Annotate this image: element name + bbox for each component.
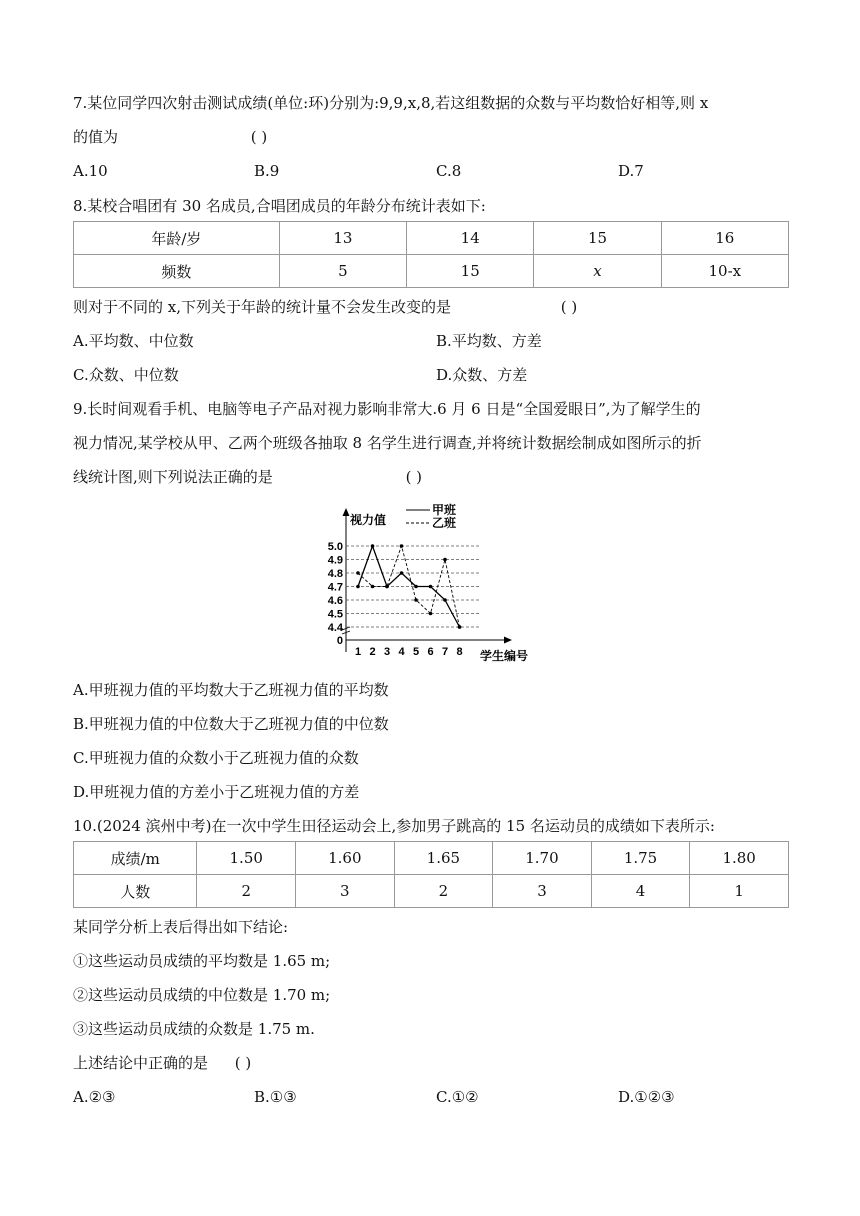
table-cell: 1.50 — [197, 842, 296, 875]
q8-answer-paren: ( ) — [560, 298, 578, 316]
q9-option-c: C.甲班视力值的众数小于乙班视力值的众数 — [73, 749, 359, 767]
x-tick-label: 7 — [441, 646, 449, 658]
legend-label-series-2: 乙班 — [432, 516, 457, 530]
vision-line-chart — [320, 500, 540, 665]
table-cell: 14 — [407, 222, 534, 255]
table-cell: 1.70 — [493, 842, 592, 875]
q10-option-b: B.①③ — [254, 1088, 297, 1106]
data-point — [400, 571, 404, 575]
data-point — [414, 585, 418, 589]
table-row — [74, 255, 789, 288]
y-tick-label: 4.5 — [327, 608, 343, 621]
q8-age-table — [73, 221, 789, 288]
data-point — [371, 585, 375, 589]
y-tick-label: 5.0 — [327, 541, 343, 553]
table-row — [74, 875, 789, 908]
data-point — [356, 571, 360, 575]
legend-label-series-1: 甲班 — [432, 503, 457, 517]
q9-option-a: A.甲班视力值的平均数大于乙班视力值的平均数 — [73, 681, 389, 699]
q8-question-line — [73, 297, 577, 317]
y-tick-label: 4.4 — [327, 622, 343, 634]
table-cell: 人数 — [74, 875, 197, 908]
q7-option-c: C.8 — [436, 162, 462, 180]
q10-answer-paren: ( ) — [234, 1054, 252, 1072]
x-tick-label: 3 — [383, 646, 391, 658]
table-row — [74, 222, 789, 255]
table-cell: 3 — [296, 875, 395, 908]
q7-option-d: D.7 — [618, 162, 644, 180]
q7-stem-text: 的值为 — [73, 128, 119, 146]
table-cell: 2 — [197, 875, 296, 908]
data-point — [443, 558, 447, 562]
q7-stem-line1: 7.某位同学四次射击测试成绩(单位:环)分别为:9,9,x,8,若这组数据的众数与平均数恰好相等,则 x — [73, 94, 709, 112]
q10-question: 上述结论中正确的是 — [73, 1054, 209, 1072]
table-cell: 1.75 — [591, 842, 690, 875]
q8-question: 则对于不同的 x,下列关于年龄的统计量不会发生改变的是 — [73, 298, 451, 316]
x-tick-label: 5 — [412, 646, 420, 658]
data-point — [458, 625, 462, 629]
q9-stem-line3 — [73, 467, 422, 487]
y-tick-label: 4.6 — [327, 595, 343, 607]
q10-option-d: D.①②③ — [618, 1088, 675, 1106]
q8-stem: 8.某校合唱团有 30 名成员,合唱团成员的年龄分布统计表如下: — [73, 197, 486, 215]
x-tick-label: 1 — [354, 646, 362, 658]
x-axis-title: 学生编号 — [480, 649, 529, 663]
table-cell: 成绩/m — [74, 842, 197, 875]
table-cell: 15 — [407, 255, 534, 288]
y-tick-label: 0 — [336, 635, 343, 647]
data-point — [414, 598, 418, 602]
table-cell: 3 — [493, 875, 592, 908]
q7-option-a: A.10 — [73, 162, 108, 180]
y-tick-label: 4.9 — [327, 554, 343, 567]
data-point — [356, 585, 360, 589]
data-point — [400, 544, 404, 548]
table-cell: 5 — [279, 255, 406, 288]
q9-option-b: B.甲班视力值的中位数大于乙班视力值的中位数 — [73, 715, 389, 733]
q10-conclusion-1: ①这些运动员成绩的平均数是 1.65 m; — [73, 952, 331, 970]
q10-intro: 某同学分析上表后得出如下结论: — [73, 918, 289, 936]
data-point — [385, 585, 389, 589]
table-cell: 16 — [661, 222, 788, 255]
data-point — [443, 598, 447, 602]
table-cell: 1.60 — [296, 842, 395, 875]
x-tick-label: 4 — [398, 646, 405, 658]
table-cell: 2 — [394, 875, 493, 908]
table-cell: 10-x — [661, 255, 788, 288]
y-axis-arrow — [343, 508, 350, 516]
y-tick-label: 4.7 — [327, 581, 343, 594]
table-cell: 4 — [591, 875, 690, 908]
q10-option-c: C.①② — [436, 1088, 479, 1106]
q7-stem-line2 — [73, 127, 267, 147]
q8-option-d: D.众数、方差 — [436, 366, 528, 384]
table-cell: 15 — [534, 222, 661, 255]
x-tick-label: 2 — [369, 646, 376, 658]
y-axis-title: 视力值 — [350, 513, 387, 527]
q7-answer-paren: ( ) — [250, 128, 268, 146]
data-point — [429, 612, 433, 616]
q10-conclusion-3: ③这些运动员成绩的众数是 1.75 m. — [73, 1020, 315, 1038]
x-axis-arrow — [504, 637, 512, 644]
q9-option-d: D.甲班视力值的方差小于乙班视力值的方差 — [73, 783, 360, 801]
q10-score-table — [73, 841, 789, 908]
q9-stem-line1: 9.长时间观看手机、电脑等电子产品对视力影响非常大.6 月 6 日是“全国爱眼日”,为了解学生的 — [73, 400, 701, 418]
q10-question-line — [73, 1053, 251, 1073]
q7-option-b: B.9 — [254, 162, 280, 180]
table-cell: x — [534, 255, 661, 288]
table-cell: 1 — [690, 875, 789, 908]
table-row — [74, 842, 789, 875]
q10-conclusion-2: ②这些运动员成绩的中位数是 1.70 m; — [73, 986, 331, 1004]
q9-answer-paren: ( ) — [405, 468, 423, 486]
x-tick-label: 6 — [427, 646, 434, 658]
y-tick-label: 4.8 — [327, 568, 343, 580]
table-cell: 1.65 — [394, 842, 493, 875]
table-cell: 频数 — [74, 255, 280, 288]
q8-option-c: C.众数、中位数 — [73, 366, 179, 384]
q10-stem: 10.(2024 滨州中考)在一次中学生田径运动会上,参加男子跳高的 15 名运动员的成绩如下表所示: — [73, 817, 715, 835]
q9-stem-text: 线统计图,则下列说法正确的是 — [73, 468, 273, 486]
table-cell: 13 — [279, 222, 406, 255]
data-point — [371, 544, 375, 548]
q8-option-b: B.平均数、方差 — [436, 332, 542, 350]
table-cell: 1.80 — [690, 842, 789, 875]
x-tick-label: 8 — [456, 646, 463, 658]
q8-option-a: A.平均数、中位数 — [73, 332, 194, 350]
q10-option-a: A.②③ — [73, 1088, 116, 1106]
table-cell: 年龄/岁 — [74, 222, 280, 255]
data-point — [429, 585, 433, 589]
q9-stem-line2: 视力情况,某学校从甲、乙两个班级各抽取 8 名学生进行调查,并将统计数据绘制成如图所示的折 — [73, 434, 702, 452]
